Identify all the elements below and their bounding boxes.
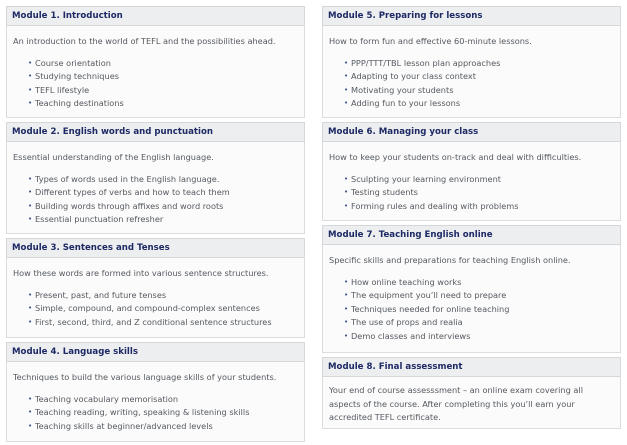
bullet-icon: • (344, 278, 349, 286)
module-body (7, 362, 304, 433)
list-item (28, 173, 298, 186)
module-body (323, 377, 620, 425)
list-item (28, 420, 298, 433)
topic-text: The use of props and realia (351, 317, 463, 328)
module-description: Essential understanding of the English language. (13, 152, 214, 162)
list-item (28, 200, 298, 213)
list-item (344, 303, 614, 316)
module-card-8 (322, 357, 621, 429)
bullet-icon: • (344, 99, 349, 108)
topic-text: Types of words used in the English language. (35, 174, 220, 184)
module-description: How to form fun and effective 60-minute lessons. (329, 36, 532, 46)
module-body (323, 26, 620, 111)
module-description: Techniques to build the various language skills of your students. (13, 372, 277, 382)
bullet-icon: • (28, 291, 33, 299)
topic-text: Present, past, and future tenses (35, 290, 167, 300)
list-item (28, 406, 298, 419)
list-item (28, 97, 298, 110)
bullet-icon: • (28, 408, 33, 417)
topic-text: Sculpting your learning environment (351, 174, 501, 184)
topic-text: Essential punctuation refresher (35, 214, 164, 225)
bullet-icon: • (28, 175, 33, 183)
bullet-icon: • (28, 317, 33, 326)
bullet-icon: • (344, 188, 349, 197)
list-item (28, 57, 298, 70)
bullet-icon: • (28, 395, 33, 403)
left-column (6, 6, 305, 442)
bullet-icon: • (344, 304, 349, 313)
bullet-icon: • (344, 72, 349, 81)
list-item (28, 70, 298, 83)
topic-list (329, 173, 614, 213)
topic-text: The equipment you’ll need to prepare (351, 290, 507, 301)
list-item (28, 302, 298, 315)
bullet-icon: • (344, 201, 349, 210)
topic-list (13, 393, 298, 433)
list-item (28, 186, 298, 199)
bullet-icon: • (28, 201, 33, 210)
list-item (28, 213, 298, 226)
list-item (344, 97, 614, 110)
topic-text: Techniques needed for online teaching (351, 303, 510, 314)
list-item (344, 276, 614, 289)
module-card-1 (6, 6, 305, 118)
list-item (344, 330, 614, 343)
module-card-2 (6, 122, 305, 234)
list-item (344, 316, 614, 329)
bullet-icon: • (28, 99, 33, 108)
topic-list (13, 173, 298, 227)
module-card-4 (6, 342, 305, 442)
topic-text: First, second, third, and Z conditional sentence structures (35, 316, 272, 327)
module-title: Module 6. Managing your class (322, 122, 621, 142)
bullet-icon: • (344, 175, 349, 183)
module-card-3 (6, 238, 305, 338)
module-body (323, 142, 620, 213)
bullet-icon: • (344, 59, 349, 67)
topic-text: Building words through affixes and word roots (35, 200, 224, 211)
module-description: How these words are formed into various sentence structures. (13, 268, 269, 278)
topic-text: Different types of verbs and how to teach them (35, 187, 230, 198)
bullet-icon: • (28, 304, 33, 313)
bullet-icon: • (28, 72, 33, 81)
topic-text: Simple, compound, and compound-complex sentences (35, 303, 260, 314)
topic-list (13, 289, 298, 329)
module-card-7 (322, 225, 621, 353)
topic-text: How online teaching works (351, 277, 462, 287)
topic-text: Demo classes and interviews (351, 330, 471, 341)
module-description: Your end of course assesssment – an online exam covering all aspects of the course. After completing this you’ll earn your accredited TEFL certificate. (329, 385, 583, 422)
bullet-icon: • (28, 188, 33, 197)
module-card-5 (322, 6, 621, 118)
module-description: How to keep your students on-track and deal with difficulties. (329, 152, 582, 162)
topic-text: Teaching destinations (35, 98, 124, 109)
list-item (28, 393, 298, 406)
list-item (28, 316, 298, 329)
topic-text: Motivating your students (351, 84, 454, 95)
bullet-icon: • (28, 59, 33, 67)
topic-text: Studying techniques (35, 71, 119, 82)
module-title: Module 1. Introduction (6, 6, 305, 26)
topic-text: Forming rules and dealing with problems (351, 200, 519, 211)
list-item (344, 57, 614, 70)
list-item (28, 84, 298, 97)
topic-text: Teaching vocabulary memorisation (35, 394, 179, 404)
right-column (322, 6, 621, 429)
topic-text: Adding fun to your lessons (351, 98, 461, 109)
topic-text: Teaching skills at beginner/advanced levels (35, 420, 213, 431)
topic-text: PPP/TTT/TBL lesson plan approaches (351, 58, 501, 68)
bullet-icon: • (344, 331, 349, 340)
topic-text: Teaching reading, writing, speaking & listening skills (35, 407, 250, 418)
module-body (7, 258, 304, 329)
topic-list (13, 57, 298, 111)
module-card-6 (322, 122, 621, 221)
list-item (344, 70, 614, 83)
module-description: An introduction to the world of TEFL and the possibilities ahead. (13, 36, 276, 46)
module-title: Module 4. Language skills (6, 342, 305, 362)
bullet-icon: • (28, 85, 33, 94)
topic-list (329, 57, 614, 111)
topic-text: Testing students (351, 187, 418, 198)
module-title: Module 8. Final assessment (322, 357, 621, 377)
topic-text: Adapting to your class context (351, 71, 476, 82)
module-title: Module 7. Teaching English online (322, 225, 621, 245)
list-item (344, 200, 614, 213)
list-item (344, 84, 614, 97)
module-body (7, 26, 304, 111)
module-description: Specific skills and preparations for teaching English online. (329, 255, 571, 265)
topic-list (329, 276, 614, 343)
topic-text: Course orientation (35, 58, 111, 68)
list-item (344, 173, 614, 186)
module-body (323, 245, 620, 343)
bullet-icon: • (344, 318, 349, 327)
module-title: Module 2. English words and punctuation (6, 122, 305, 142)
bullet-icon: • (28, 421, 33, 430)
module-title: Module 5. Preparing for lessons (322, 6, 621, 26)
list-item (344, 289, 614, 302)
module-title: Module 3. Sentences and Tenses (6, 238, 305, 258)
module-body (7, 142, 304, 227)
list-item (344, 186, 614, 199)
bullet-icon: • (344, 85, 349, 94)
topic-text: TEFL lifestyle (35, 84, 90, 95)
bullet-icon: • (344, 291, 349, 300)
bullet-icon: • (28, 215, 33, 224)
list-item (28, 289, 298, 302)
